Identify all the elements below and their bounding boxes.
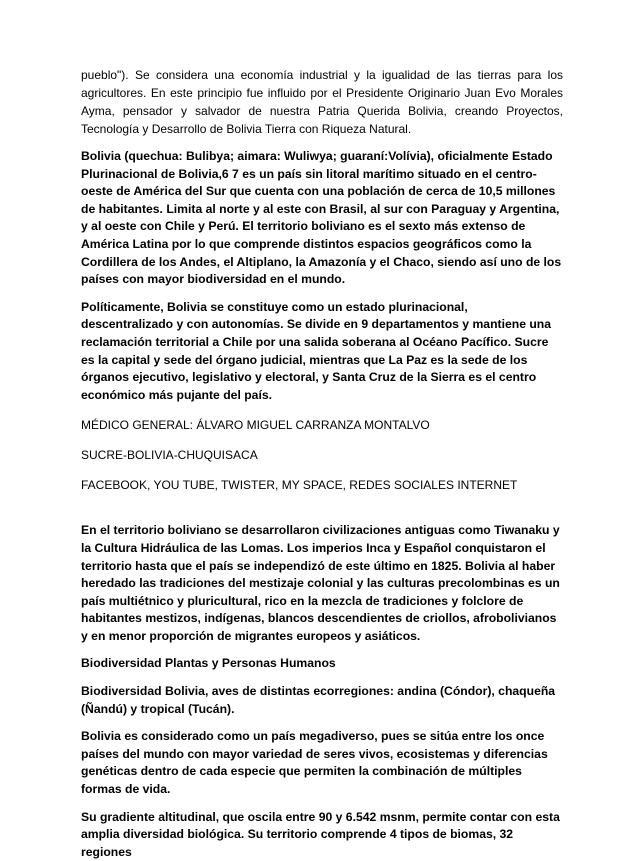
altitude-gradient-paragraph: Su gradiente altitudinal, que oscila entre 90 y 6.542 msnm, permite contar con esta amplia diversidad biológica. Su territorio comprende 4 tipos de biomas, 32 regiones <box>81 809 560 859</box>
doctor-line: MÉDICO GENERAL: ÁLVARO MIGUEL CARRANZA MONTALVO <box>81 418 430 433</box>
bolivia-definition-paragraph: Bolivia (quechua: Bulibya; aimara: Wuliwya; guaraní:Volívia), oficialmente Estado Plurinacional de Bolivia,6 7 es un país sin litoral marítimo situado en el centro-oeste de América del Sur que cuenta con una población de cerca de 10,5 millones de habitantes. Limita al norte y al este con Brasil, al sur con Paraguay y Argentina, y al oeste con Chile y Perú. El territorio boliviano es el sexto más extenso de América Latina por lo que comprende distintos espacios geográficos como la Cordillera de los Andes, el Altiplano, la Amazonía y el Chaco, siendo así uno de los países con mayor biodiversidad en el mundo. <box>81 149 562 287</box>
intro-paragraph: pueblo"). Se considera una economía industrial y la igualidad de las tierras para los agricultores. En este principio fue influido por el Presidente Originario Juan Evo Morales Ayma, pensador y salvador de nuestra Patria Querida Bolivia, creando Proyectos, Tecnología y Desarrollo de Bolivia Tierra con Riqueza Natural. <box>81 68 563 136</box>
megadiverse-paragraph: Bolivia es considerado como un país megadiverso, pues se sitúa entre los once países del mundo con mayor variedad de seres vivos, ecosistemas y diferencias genéticas dentro de cada especie que permiten la combinación de múltiples formas de vida. <box>81 729 548 797</box>
social-networks-line: FACEBOOK, YOU TUBE, TWISTER, MY SPACE, REDES SOCIALES INTERNET <box>81 478 518 493</box>
biodiversity-birds-paragraph: Biodiversidad Bolivia, aves de distintas ecorregiones: andina (Cóndor), chaqueña (Ñandú) y tropical (Tucán). <box>81 684 556 716</box>
history-paragraph: En el territorio boliviano se desarrollaron civilizaciones antiguas como Tiwanaku y la Cultura Hidráulica de las Lomas. Los imperios Inca y Español conquistaron el territorio hasta que el país se independizó de este último en 1825. Bolivia al haber heredado las tradiciones del mestizaje colonial y las culturas precolombinas es un país multiétnico y pluricultural, rico en la mezcla de tradiciones y folclore de habitantes mestizos, indígenas, blancos descendientes de criollos, afrobolivianos y en menor proporción de migrantes europeos y asiáticos. <box>81 523 560 643</box>
politics-paragraph: Políticamente, Bolivia se constituye como un estado plurinacional, descentralizado y con autonomías. Se divide en 9 departamentos y mantiene una reclamación territorial a Chile por una salida soberana al Océano Pacífico. Sucre es la capital y sede del órgano judicial, mientras que La Paz es la sede de los órganos ejecutivo, legislativo y electoral, y Santa Cruz de la Sierra es el centro económico más pujante del país. <box>81 299 552 402</box>
city-line: SUCRE-BOLIVIA-CHUQUISACA <box>81 448 258 463</box>
biodiversity-heading: Biodiversidad Plantas y Personas Humanos <box>81 656 336 671</box>
document-page <box>81 66 563 861</box>
